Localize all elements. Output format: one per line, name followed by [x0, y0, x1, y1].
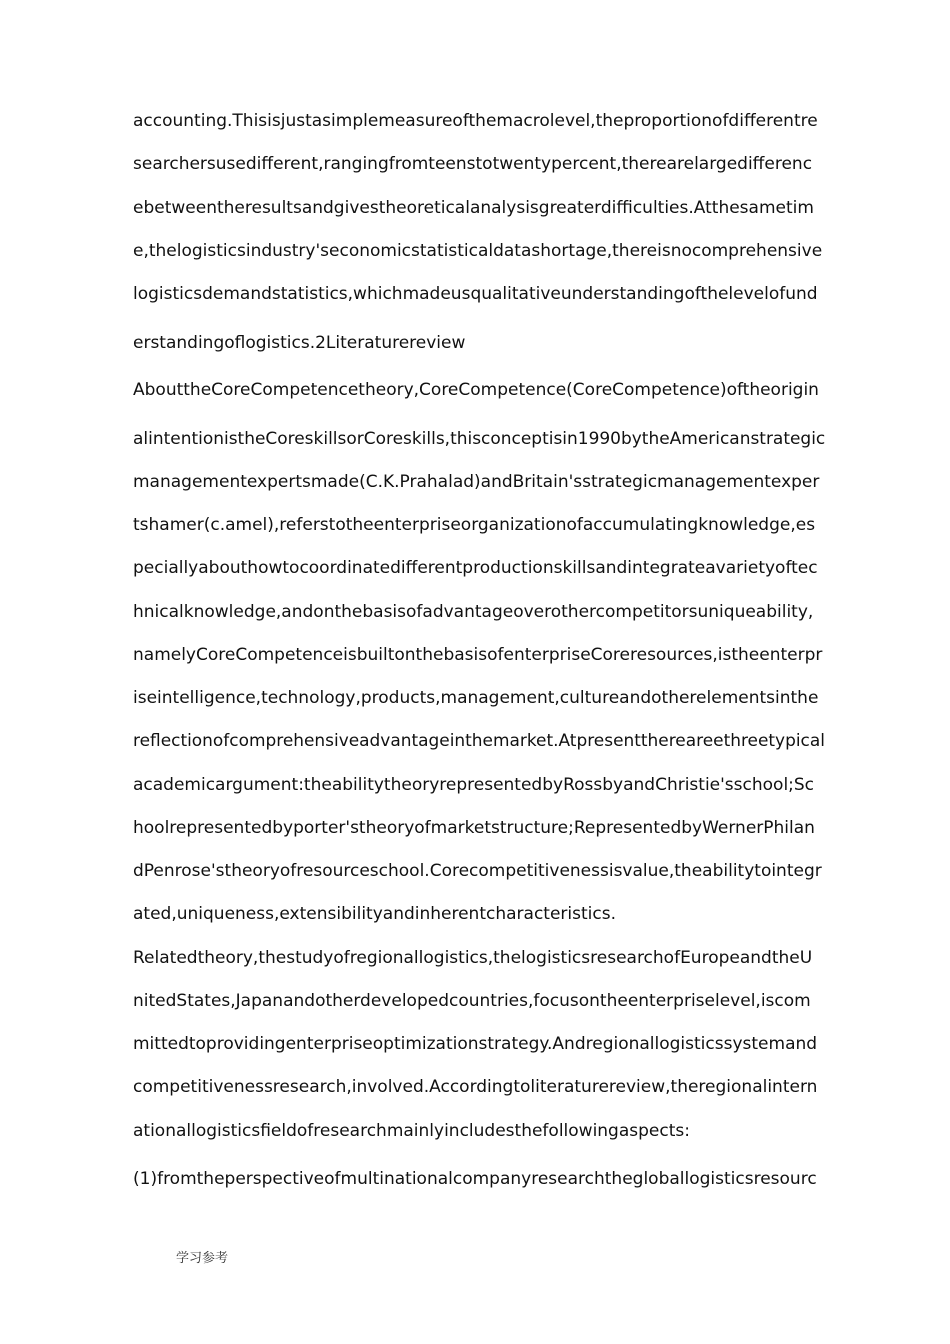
body-text-line: mittedtoprovidingenterpriseoptimizationstrategy.Andregionallogisticssystemand: [133, 1034, 818, 1054]
body-text-line: ated,uniqueness,extensibilityandinherentcharacteristics.: [133, 904, 616, 924]
body-text-line: competitivenessresearch,involved.Accordingtoliteraturereview,theregionalintern: [133, 1077, 818, 1097]
body-text-line: academicargument:theabilitytheoryrepresentedbyRossbyandChristie'sschool;Sc: [133, 775, 815, 795]
body-text-line: hoolrepresentedbyporter'stheoryofmarketstructure;RepresentedbyWernerPhilan: [133, 818, 815, 838]
body-text-line: ationallogisticsfieldofresearchmainlyincludesthefollowingaspects:: [133, 1121, 690, 1141]
body-text-line: nitedStates,Japanandotherdevelopedcountries,focusontheenterpriselevel,iscom: [133, 991, 811, 1011]
body-text-line: peciallyabouthowtocoordinatedifferentproductionskillsandintegrateavarietyoftec: [133, 558, 818, 578]
body-text-line: accounting.Thisisjustasimplemeasureofthemacrolevel,theproportionofdifferentre: [133, 111, 818, 131]
body-text-line: namelyCoreCompetenceisbuiltonthebasisofenterpriseCoreresources,istheenterpr: [133, 645, 823, 665]
body-text-line: iseintelligence,technology,products,management,cultureandotherelementsinthe: [133, 688, 819, 708]
body-text-line: dPenrose'stheoryofresourceschool.Corecompetitivenessisvalue,theabilitytointegr: [133, 861, 822, 881]
body-text-line: managementexpertsmade(C.K.Prahalad)andBritain'sstrategicmanagementexper: [133, 472, 820, 492]
body-text-line: (1)fromtheperspectiveofmultinationalcompanyresearchthegloballogisticsresourc: [133, 1169, 817, 1189]
body-text-line: reflectionofcomprehensiveadvantageinthemarket.Atpresentthereareethreetypical: [133, 731, 825, 751]
body-text-line: tshamer(c.amel),referstotheenterpriseorganizationofaccumulatingknowledge,es: [133, 515, 816, 535]
body-text-line: hnicalknowledge,andonthebasisofadvantageoverothercompetitorsuniqueability,: [133, 602, 814, 622]
page-footer: 学习参考: [176, 1251, 229, 1266]
body-text-line: Relatedtheory,thestudyofregionallogistics,thelogisticsresearchofEuropeandtheU: [133, 948, 813, 968]
body-text-line: logisticsdemandstatistics,whichmadeusqualitativeunderstandingofthelevelofund: [133, 284, 818, 304]
body-text-line: e,thelogisticsindustry'seconomicstatisticaldatashortage,thereisnocomprehensive: [133, 241, 823, 261]
body-text-line: searchersusedifferent,rangingfromteenstotwentypercent,therearelargedifferenc: [133, 154, 813, 174]
body-text-line: ebetweentheresultsandgivestheoreticalanalysisgreaterdifficulties.Atthesametim: [133, 198, 814, 218]
body-text-line: erstandingoflogistics.2Literaturereview: [133, 333, 466, 353]
body-text-line: alintentionistheCoreskillsorCoreskills,thisconceptisin1990bytheAmericanstrategic: [133, 429, 826, 449]
body-text-line: AbouttheCoreCompetencetheory,CoreCompetence(CoreCompetence)oftheorigin: [133, 380, 819, 400]
